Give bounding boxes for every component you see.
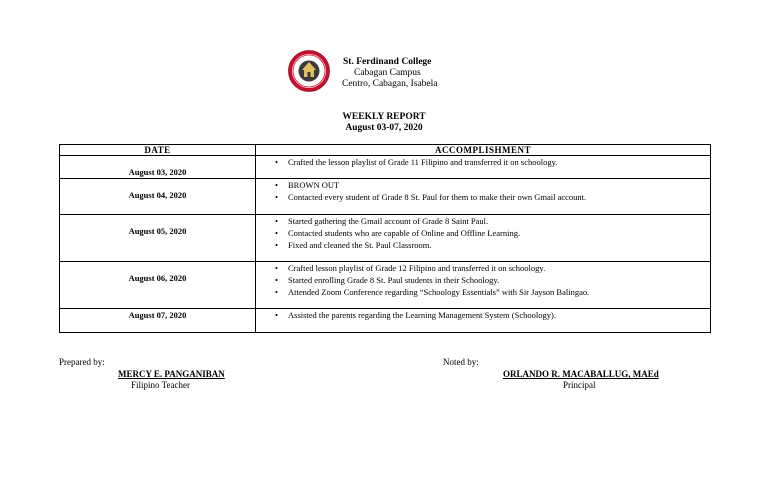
report-period: August 03-07, 2020 — [345, 123, 423, 133]
date-column-header: DATE — [60, 145, 256, 156]
table-row — [60, 262, 711, 309]
list-item: • Crafted the lesson playlist of Grade 11 Filipino and transferred it on schoology. — [288, 156, 710, 168]
row-accomplishments — [256, 215, 711, 262]
accomplishment-list — [256, 215, 710, 251]
school-name: St. Ferdinand College — [343, 57, 432, 67]
row-date: August 04, 2020 — [60, 179, 256, 215]
list-item: • Contacted students who are capable of Online and Offline Learning. — [288, 227, 710, 239]
list-item: • Started gathering the Gmail account of Grade 8 Saint Paul. — [288, 215, 710, 227]
row-accomplishments — [256, 156, 711, 179]
school-header — [342, 57, 438, 90]
prepared-by-name: MERCY E. PANGANIBAN — [118, 369, 225, 379]
table-row — [60, 215, 711, 262]
accomplishment-list — [256, 262, 710, 298]
accomplishment-column-header: ACCOMPLISHMENT — [256, 145, 711, 156]
accomplishment-list — [256, 179, 710, 203]
noted-by-role: Principal — [563, 380, 596, 390]
school-address: Centro, Cabagan, Isabela — [342, 79, 438, 89]
report-title-block — [0, 112, 768, 134]
list-item: • Started enrolling Grade 8 St. Paul students in their Schoology. — [288, 274, 710, 286]
list-item: • Contacted every student of Grade 8 St. Paul for them to make their own Gmail account. — [288, 191, 710, 203]
table-row — [60, 179, 711, 215]
table-row — [60, 156, 711, 179]
list-item: • Attended Zoom Conference regarding “Schoology Essentials” with Sir Jayson Balingao. — [288, 286, 710, 298]
row-date: August 06, 2020 — [60, 262, 256, 309]
accomplishment-list — [256, 309, 710, 321]
list-item: • Crafted lesson playlist of Grade 12 Filipino and transferred it on schoology. — [288, 262, 710, 274]
row-date: August 05, 2020 — [60, 215, 256, 262]
school-campus: Cabagan Campus — [354, 68, 421, 78]
row-accomplishments — [256, 262, 711, 309]
table-header-row — [60, 145, 711, 156]
school-seal-logo — [288, 50, 330, 92]
prepared-by-label: Prepared by: — [59, 357, 105, 367]
table-row — [60, 309, 711, 333]
noted-by-name: ORLANDO R. MACABALLUG, MAEd — [503, 369, 659, 379]
report-title: WEEKLY REPORT — [342, 112, 426, 122]
row-accomplishments — [256, 309, 711, 333]
noted-by-label: Noted by: — [443, 357, 479, 367]
row-date: August 07, 2020 — [60, 309, 256, 333]
list-item: • Assisted the parents regarding the Learning Management System (Schoology). — [288, 309, 710, 321]
row-accomplishments — [256, 179, 711, 215]
row-date: August 03, 2020 — [60, 156, 256, 179]
weekly-report-table — [59, 144, 711, 333]
prepared-by-role: Filipino Teacher — [131, 380, 190, 390]
list-item: • Fixed and cleaned the St. Paul Classroom. — [288, 239, 710, 251]
list-item: • BROWN OUT — [288, 179, 710, 191]
accomplishment-list — [256, 156, 710, 168]
